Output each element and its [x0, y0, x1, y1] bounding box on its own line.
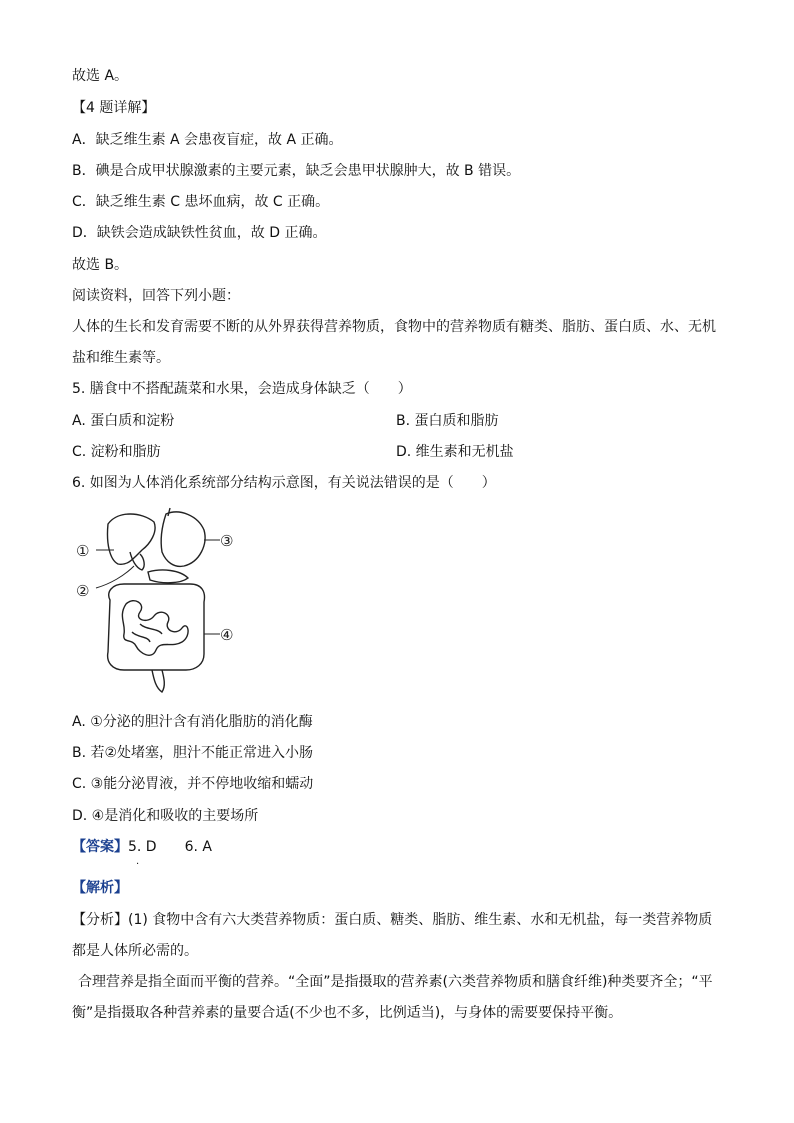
fenxi-text: (1) 食物中含有六大类营养物质：蛋白质、糖类、脂肪、维生素、水和无机盐，每一类营养物质 — [128, 912, 713, 928]
text-line: D．缺铁会造成缺铁性贫血，故 D 正确。 — [72, 225, 327, 241]
text-line: 都是人体所必需的。 — [72, 943, 198, 959]
figure-label-2: ② — [76, 582, 90, 600]
figure-label-4: ④ — [220, 626, 234, 644]
stray-dot: . — [136, 856, 140, 867]
question-6: 6. 如图为人体消化系统部分结构示意图，有关说法错误的是（ ） — [72, 475, 496, 491]
text-line: 故选 A。 — [72, 68, 129, 84]
analysis-tag: 【解析】 — [72, 880, 128, 896]
text-line: C．缺乏维生素 C 患坏血病，故 C 正确。 — [72, 194, 330, 210]
fenxi-line — [72, 910, 712, 930]
text-line: 人体的生长和发育需要不断的从外界获得营养物质，食物中的营养物质有糖类、脂肪、蛋白质、水、无机 — [72, 319, 716, 335]
answer-text: 5. D 6. A — [128, 839, 212, 855]
large-intestine-shape — [108, 584, 205, 670]
option-6a: A. ①分泌的胆汁含有消化脂肪的消化酶 — [72, 714, 313, 730]
digestive-system-figure — [70, 504, 240, 696]
stomach-shape — [161, 512, 205, 566]
option-6d: D. ④是消化和吸收的主要场所 — [72, 808, 259, 824]
analysis-tag-line — [72, 878, 128, 898]
option-5d: D. 维生素和无机盐 — [396, 444, 514, 460]
option-5b: B. 蛋白质和脂肪 — [396, 413, 499, 429]
section-heading: 【4 题详解】 — [72, 100, 156, 116]
small-intestine-shape — [122, 601, 188, 656]
text-line: 合理营养是指全面而平衡的营养。“全面”是指摄取的营养素(六类营养物质和膳食纤维)种类要齐全；“平 — [78, 974, 713, 990]
question-5: 5. 膳食中不搭配蔬菜和水果，会造成身体缺乏（ ） — [72, 381, 412, 397]
option-5a: A. 蛋白质和淀粉 — [72, 413, 175, 429]
answer-line — [72, 837, 212, 857]
answer-tag: 【答案】 — [72, 839, 128, 855]
figure-label-3: ③ — [220, 532, 234, 550]
text-line: 盐和维生素等。 — [72, 350, 170, 366]
text-line: 阅读资料，回答下列小题： — [72, 288, 240, 304]
option-5c: C. 淀粉和脂肪 — [72, 444, 161, 460]
option-6c: C. ③能分泌胃液，并不停地收缩和蠕动 — [72, 776, 314, 792]
text-line: 衡”是指摄取各种营养素的量要合适(不少也不多，比例适当)，与身体的需要要保持平衡。 — [72, 1005, 623, 1021]
figure-label-1: ① — [76, 542, 90, 560]
pancreas-shape — [148, 570, 188, 583]
fenxi-tag: 【分析】 — [72, 912, 128, 928]
leader-line-2 — [96, 566, 134, 588]
text-line: A．缺乏维生素 A 会患夜盲症，故 A 正确。 — [72, 132, 343, 148]
text-line: 故选 B。 — [72, 257, 129, 273]
text-line: B．碘是合成甲状腺激素的主要元素，缺乏会患甲状腺肿大，故 B 错误。 — [72, 163, 521, 179]
option-6b: B. 若②处堵塞，胆汁不能正常进入小肠 — [72, 745, 314, 761]
